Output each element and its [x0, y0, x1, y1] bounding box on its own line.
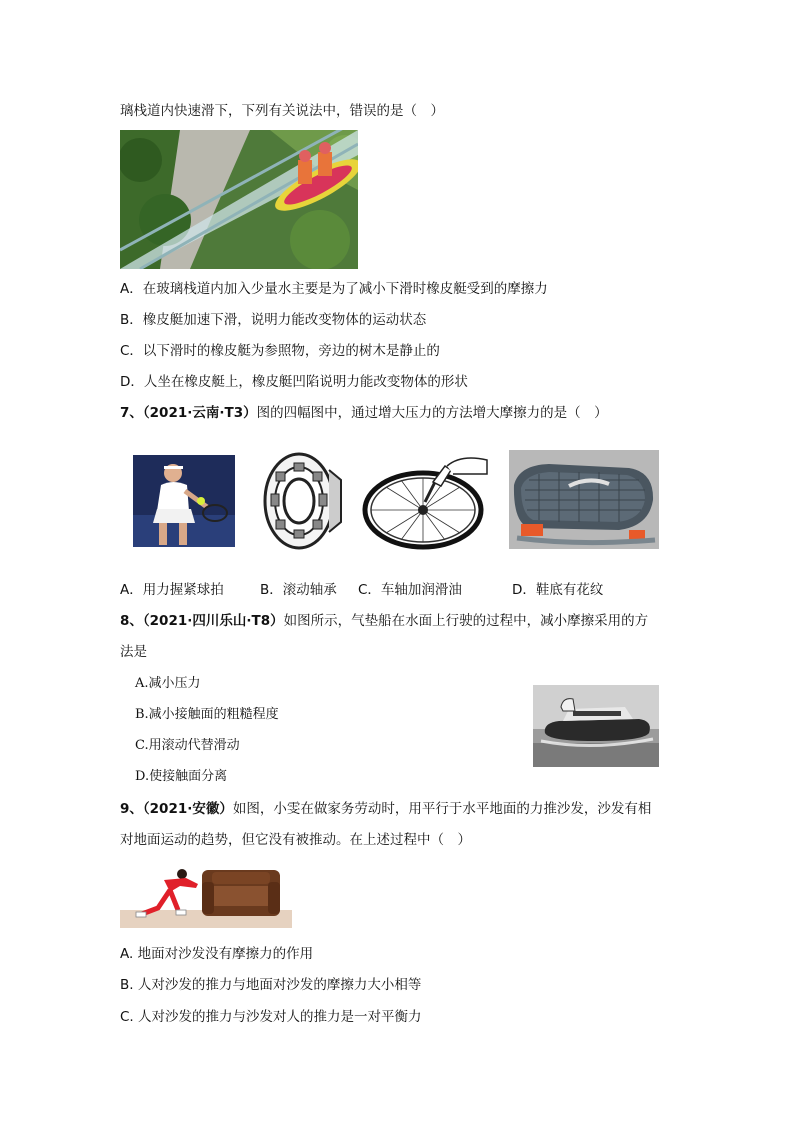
q7-number: 7、: [120, 405, 143, 421]
q7-stem-line: [120, 403, 608, 423]
girl-pushing-sofa-photo: [120, 860, 292, 928]
q8-stem: 如图所示，气垫船在水面上行驶的过程中，减小摩擦采用的方: [283, 613, 649, 629]
q9-stem: 如图，小雯在做家务劳动时，用平行于水平地面的力推沙发，沙发有相: [232, 801, 652, 817]
q6-option-c: C．以下滑时的橡皮艇为参照物，旁边的树木是静止的: [120, 343, 440, 359]
q8-option-d: D.使接触面分离: [135, 769, 228, 784]
q7-option-c: C．车轴加润滑油: [358, 582, 462, 598]
q7-option-a: A．用力握紧球拍: [120, 582, 224, 598]
q8-option-c: C.用滚动代替滑动: [135, 738, 240, 753]
q7-option-d: D．鞋底有花纹: [512, 582, 604, 598]
q8-stem-line: [120, 611, 648, 631]
q9-option-a: A. 地面对沙发没有摩擦力的作用: [120, 946, 314, 962]
q9-option-c: C. 人对沙发的推力与沙发对人的推力是一对平衡力: [120, 1009, 422, 1025]
roller-bearing-drawing: [261, 450, 343, 552]
q7-source: （2021·云南·T3）: [142, 405, 257, 421]
q9-stem-line-2: 对地面运动的趋势，但它没有被推动。在上述过程中（ ）: [120, 832, 471, 848]
water-slide-photo: [120, 130, 358, 269]
shoe-sole-photo: [509, 450, 659, 549]
q9-source: （2021·安徽）: [142, 801, 233, 817]
q9-stem-line: [120, 799, 651, 819]
q7-stem: 图的四幅图中，通过增大压力的方法增大摩擦力的是（ ）: [256, 405, 608, 421]
q6-stem: 璃栈道内快速滑下，下列有关说法中，错误的是（ ）: [120, 103, 444, 119]
q9-option-b: B. 人对沙发的推力与地面对沙发的摩擦力大小相等: [120, 977, 422, 993]
bicycle-wheel-oiling-drawing: [361, 452, 491, 550]
q6-option-b: B．橡皮艇加速下滑，说明力能改变物体的运动状态: [120, 312, 427, 328]
q8-source: （2021·四川乐山·T8）: [142, 613, 284, 629]
q8-stem-line-2: 法是: [120, 644, 147, 660]
q7-option-b: B．滚动轴承: [260, 582, 337, 598]
tennis-player-photo: [133, 455, 235, 547]
q8-option-b: B.减小接触面的粗糙程度: [135, 707, 279, 722]
hovercraft-photo: [533, 685, 659, 767]
q9-number: 9、: [120, 801, 143, 817]
q6-option-a: A．在玻璃栈道内加入少量水主要是为了减小下滑时橡皮艇受到的摩擦力: [120, 281, 548, 297]
q7-options: [120, 580, 680, 600]
q6-option-d: D．人坐在橡皮艇上，橡皮艇凹陷说明力能改变物体的形状: [120, 374, 468, 390]
q8-number: 8、: [120, 613, 143, 629]
q8-option-a: A.减小压力: [135, 676, 201, 691]
